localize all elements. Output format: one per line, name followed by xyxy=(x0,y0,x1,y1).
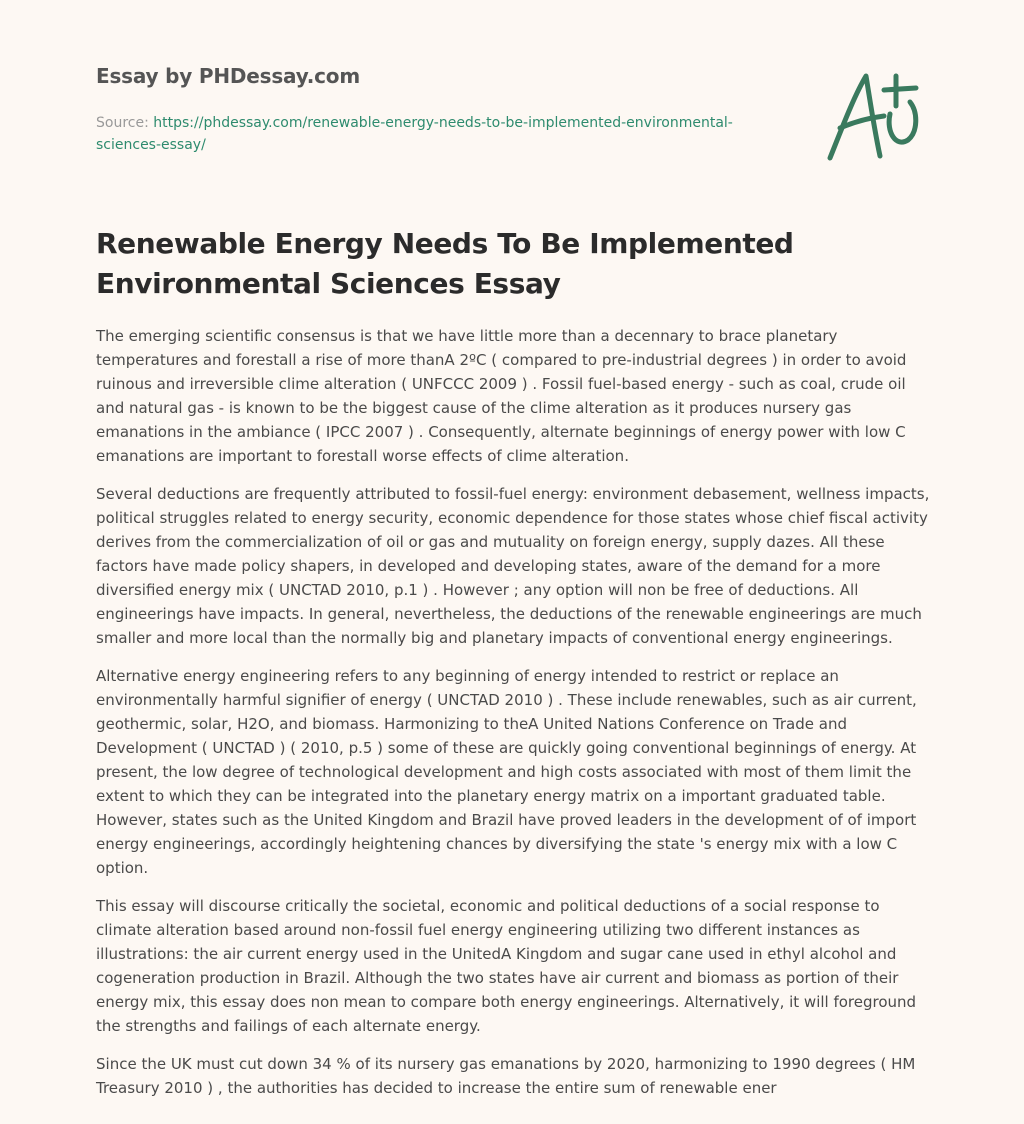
paragraph: Alternative energy engineering refers to any beginning of energy intended to restrict or replace an environmentally harmful signifier of energy ( UNCTAD 2010 ) . These include renewables, such as air current, geothermic, solar, H2O, and biomass. Harmonizing to theA United Nations Conference on Trade and Development ( UNCTAD ) ( 2010, p.5 ) some of these are quickly going conventional beginnings of energy. At present, the low degree of technological development and high costs associated with most of them limit the extent to which they can be integrated into the planetary energy matrix on a important graduated table. However, states such as the United Kingdom and Brazil have proved leaders in the development of of import energy engineerings, accordingly heightening chances by diversifying the state 's energy mix with a low C option. xyxy=(96,667,917,877)
page-title: Renewable Energy Needs To Be Implemented Environmental Sciences Essay xyxy=(96,227,794,300)
paragraph: The emerging scientific consensus is that we have little more than a decennary to brace planetary temperatures and forestall a rise of more thanA 2ºC ( compared to pre-industrial degrees ) in order to avoid ruinous and irreversible clime alteration ( UNFCCC 2009 ) . Fossil fuel-based energy - such as coal, crude oil and natural gas - is known to be the biggest cause of the clime alteration as it produces nursery gas emanations in the ambiance ( IPCC 2007 ) . Consequently, alternate beginnings of energy power with low C emanations are important to forestall worse effects of clime alteration. xyxy=(96,327,907,465)
a-plus-logo-icon xyxy=(820,66,930,166)
site-title: Essay by PHDessay.com xyxy=(96,64,360,88)
source-line xyxy=(96,112,736,156)
source-label: Source: xyxy=(96,115,149,131)
paragraph: Since the UK must cut down 34 % of its nursery gas emanations by 2020, harmonizing to 1990 degrees ( HM Treasury 2010 ) , the authorities has decided to increase the entire sum of renewable ener xyxy=(96,1055,916,1097)
paragraph: This essay will discourse critically the societal, economic and political deductions of a social response to climate alteration based around non-fossil fuel energy engineering utilizing two different instances as illustrations: the air current energy used in the UnitedA Kingdom and sugar cane used in ethyl alcohol and cogeneration production in Brazil. Although the two states have air current and biomass as portion of their energy mix, this essay does non mean to compare both energy engineerings. Alternatively, it will foreground the strengths and failings of each alternate energy. xyxy=(96,897,917,1035)
paragraph: Several deductions are frequently attributed to fossil-fuel energy: environment debasement, wellness impacts, political struggles related to energy security, economic dependence for those states whose chief fiscal activity derives from the commercialization of oil or gas and mutuality on foreign energy, supply dazes. All these factors have made policy shapers, in developed and developing states, aware of the demand for a more diversified energy mix ( UNCTAD 2010, p.1 ) . However ; any option will non be free of deductions. All engineerings have impacts. In general, nevertheless, the deductions of the renewable engineerings are much smaller and more local than the normally big and planetary impacts of conventional energy engineerings. xyxy=(96,485,930,647)
source-link[interactable]: https://phdessay.com/renewable-energy-needs-to-be-implemented-environmental-sciences-essay/ xyxy=(96,115,733,153)
essay-body xyxy=(96,324,932,1114)
